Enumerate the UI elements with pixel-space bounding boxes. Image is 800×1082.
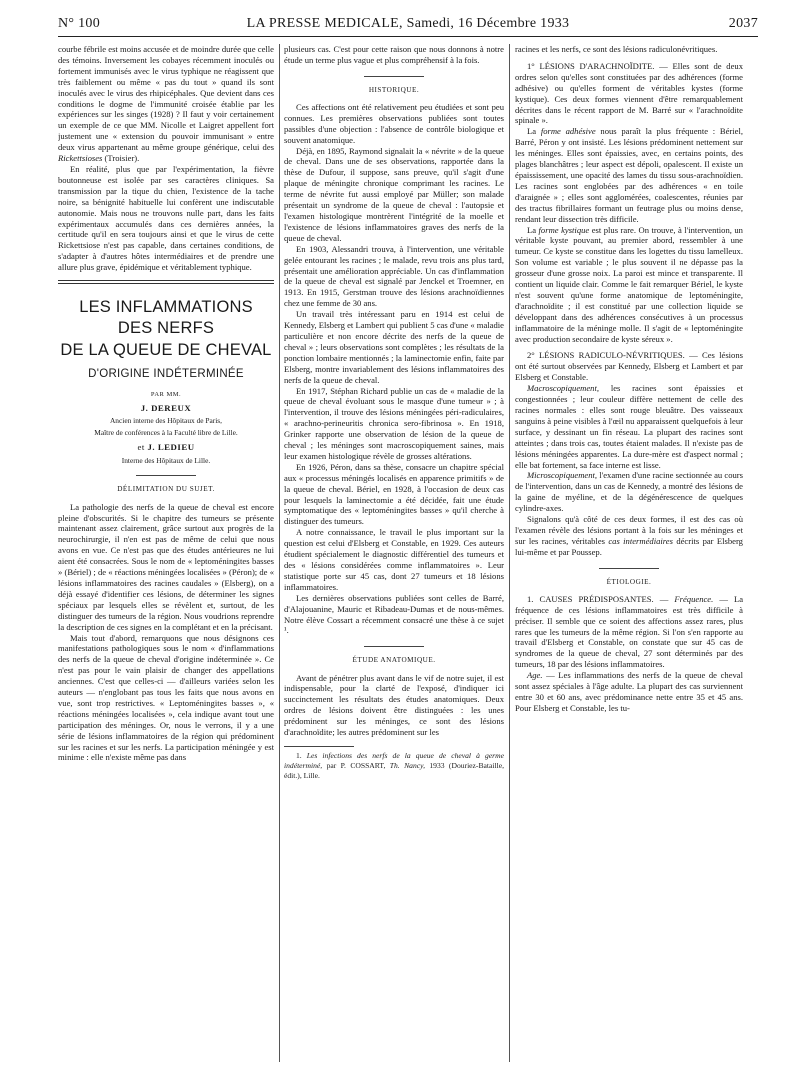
- article-separator: [58, 280, 274, 284]
- paragraph: Déjà, en 1895, Raymond signalait la « névrite » de la queue de cheval. Dans une de ses observations, rapportée dans la thèse de Dufour, il suppose, sans preuve, qu'il s'agit d'une plaque de méningite chronique comprimant les racines. Le terme de névrite fut aussi employé par Müller; son malade présentait un syndrome de la queue de cheval : l'autopsie et l'examen histologique montrèrent l'intégrité de la moelle et l'existence de lésions inflammatoires graves des nerfs de la queue de cheval.: [284, 145, 504, 243]
- journal-title: LA PRESSE MEDICALE, Samedi, 16 Décembre 1933: [246, 16, 570, 31]
- paragraph: La forme adhésive nous paraît la plus fréquente : Bériel, Barré, Péron y ont insisté. Les lésions prédominent nettement sur les méninges. Elles sont épaissies, avec, en certains points, des plages blanchâtres ; leur aspect est dépoli, opalescent. Il existe un épaississement, une opacité des lames du tissu sous-arachnoïdien. Les racines sont englobées par des adhérences « en toile d'araignée » ; elles sont agglomérées, coalescentes, réunies par des tractus fibrillaires formant un feutrage plus ou moins dense, rendant leur dissection très difficile.: [515, 126, 743, 224]
- paragraph: Age. — Les inflammations des nerfs de la queue de cheval sont assez spéciales à l'âge adulte. La plupart des cas surviennent entre 30 et 60 ans, avec prédominance nette entre 35 et 45 ans. Pour Elsberg et Constable, les tu-: [515, 670, 743, 713]
- column-3: [515, 44, 743, 1074]
- page-header: [58, 14, 758, 38]
- article-subtitle: D'ORIGINE INDÉTERMINÉE: [88, 368, 244, 381]
- paragraph: Microscopiquement, l'examen d'une racine sectionnée au cours de l'intervention, dans un cas de Kennedy, a montré des lésions de la gaine de myéline, et de la dégénérescence de quelques cylindre-axes.: [515, 470, 743, 514]
- paragraph: La pathologie des nerfs de la queue de cheval est encore pleine d'obscurités. Si le chapitre des tumeurs se présente maintenant assez clairement, grâce surtout aux progrès de la neurochirurgie, il n'en est pas de même de celui que nous avons en vue. Ce n'est pas que des études antérieures ne lui aient été consacrées. Sous le nom de « leptoméningites basses » (Bériel) ; de « réactions méningées localisées » (Péron); de « lésions inflammatoires des racines caudales » (Elsberg), on a déjà essayé d'identifier ces lésions, de déterminer les signes spéciaux par lesquels elles se révèlent et, surtout, de les distinguer des tumeurs de la région. Nous voudrions reprendre la description de ces signes en la complétant et en la précisant.: [58, 501, 274, 632]
- paragraph: En 1917, Stéphan Richard publie un cas de « maladie de la queue de cheval évoluant sous le masque d'une tumeur » ; à l'intervention, il trouve des lésions méningées péri-radiculaires, « arachno-perineuritis chronica sero-fibrinosa ». En 1918, Grinker rapporte une observation de lésion de la queue de cheval ; les méninges sont macroscopiquement saines, mais leur examen histologique révèle de grosses altérations.: [284, 385, 504, 461]
- page-number: 2037: [728, 16, 758, 31]
- paragraph: 2° LÉSIONS RADICULO-NÉVRITIQUES. — Ces lésions ont été surtout observées par Kennedy, Elsberg et Lambert et par Elsberg et Constable.: [515, 350, 743, 383]
- paragraph: plusieurs cas. C'est pour cette raison que nous donnons à notre étude un terme plus vague et plus compréhensif à la fois.: [284, 44, 504, 65]
- paragraph: Un travail très intéressant paru en 1914 est celui de Kennedy, Elsberg et Lambert qui publient 5 cas d'une « maladie particulière et non encore décrite des nerfs de la queue de cheval » ; leurs observations sont complètes ; les résultats de la ponction lombaire mentionnés ; la laminectomie enfin, faite par Elsberg, montre invariablement des lésions inflammatoires des nerfs de la queue de cheval.: [284, 309, 504, 385]
- divider: [136, 475, 196, 476]
- footnote: 1. Les infections des nerfs de la queue de cheval à germe indéterminé, par P. COSSART, Th. Nancy, 1933 (Douriez-Bataille, édit.), Lille.: [284, 750, 504, 780]
- paragraph: Mais tout d'abord, remarquons que nous désignons ces manifestations pathologiques sous le nom « d'inflammations des nerfs de la queue de cheval d'origine indéterminée ». Ce n'est pas pour le vain plaisir de changer des appellations anciennes. C'est que celles-ci — d'ailleurs variées selon les auteurs — n'englobant pas tous les faits que nous avons en vue, sont trop restrictives. « Leptoméningites basses », « réactions méningées localisées », cela indique avant tout une participation des méninges. Or, nous le verrons, il y a une série de lésions inflammatoires de la région qui prédominent sur les racines et sur les nerfs. La participation méningée y est minime : elle n'existe même pas dans: [58, 632, 274, 763]
- article-title-line: LES INFLAMMATIONS: [79, 298, 253, 317]
- divider: [364, 76, 424, 77]
- footnote-rule: [284, 746, 354, 747]
- section-heading: ÉTIOLOGIE.: [606, 577, 652, 586]
- author-name: J. DEREUX: [140, 403, 192, 414]
- author-name: et J. LEDIEU: [137, 442, 195, 453]
- divider: [599, 568, 659, 569]
- paragraph: courbe fébrile est moins accusée et de moindre durée que celle des témoins. Inversement les cobayes récemment inoculés ou fortement immunisés avec le virus typhique ne réagissent que très faiblement ou même « pas du tout » quand ils sont inoculés avec le virus des rhipicéphales. Que devient dans ces conditions le dogme de l'immunité croisée établie par les expériences sur les singes (1928) ? Il faut y voir certainement un exemple de ce que MM. Nicolle et Laigret appellent fort justement une « extension du pouvoir immunisant » entre deux virus appartenant au même groupe générique, celui des Rickettsioses (Troisier).: [58, 44, 274, 164]
- paragraph: racines et les nerfs, ce sont des lésions radiculonévritiques.: [515, 44, 718, 54]
- paragraph: En 1903, Alessandri trouva, à l'intervention, une véritable gelée entourant les racines ; le malade, revu trois ans plus tard, présentait une amélioration appréciable. Un cas d'inflammation de la queue de cheval est signalé par Jenckel et Troemner, en 1913. En 1915, Gerstman trouve des lésions arachnoïdiennes chez une femme de 30 ans.: [284, 243, 504, 309]
- paragraph: En réalité, plus que par l'expérimentation, la fièvre boutonneuse est isolée par ses caractères cliniques. Sa transmission par la tique du chien, l'existence de la tache noire, sa bénignité habituelle lui confèrent une indiscutable autonomie. Mais nous ne trouvons nulle part, dans les faits expérimentaux accumulés dans ces dernières années, la certitude qu'il en sera toujours ainsi et que le virus de cette Rickettsiose n'est pas capable, dans certaines conditions, de s'adapter à d'autres hôtes intermédiaires et de prendre une allure plus grave, épidémique et véritablement typhique.: [58, 163, 274, 273]
- paragraph: La forme kystique est plus rare. On trouve, à l'intervention, un véritable kyste pouvant, au premier abord, ressembler à une tumeur. Ce kyste se constitue dans les logettes du tissu lamelleux. Son volume est variable ; le plus souvent il ne dépasse pas la grosseur d'une grosse noix. La paroi est mince et transparente. Il contient un liquide clair. Comme le fait remarquer Bériel, le kyste n'est souvent qu'une forme anatomique de leptoméningite, d'arachnoïdite ; il est constitué par une collection liquide se développant dans des adhérences consécutives à un processus inflammatoire de la méninge molle. Il s'agit de « leptoméningite avec production secondaire de kyste séreux ».: [515, 224, 743, 344]
- section-heading: DÉLIMITATION DU SUJET.: [117, 485, 215, 494]
- paragraph: En 1926, Péron, dans sa thèse, consacre un chapitre spécial aux « processus méningés localisés en apparence primitifs » de la queue de cheval. Bériel, en 1928, à l'occasion de deux cas pour lesquels la laminectomie a été décidée, fait une étude symptomatique des « leptoméningites basses » qu'il cherche à distinguer des tumeurs.: [284, 461, 504, 527]
- paragraph: Les dernières observations publiées sont celles de Barré, d'Alajouanine, Mauric et Ribadeau-Dumas et de nous-mêmes. Notre élève Cossart a récemment consacré une thèse à ce sujet ¹.: [284, 592, 504, 636]
- column-1: [58, 44, 274, 1074]
- paragraph: 1. CAUSES PRÉDISPOSANTES. — Fréquence. — La fréquence de ces lésions inflammatoires est très difficile à préciser. Il semble que ce soient des affections assez rares, plus rares que les tumeurs de la même région. Si l'on s'en rapporte au travail d'Elsberg et Constable, on constate que sur 45 cas de syndromes de la queue de cheval, 27 sont déterminés par des tumeurs, 18 par des lésions inflammatoires.: [515, 593, 743, 670]
- paragraph: A notre connaissance, le travail le plus important sur la question est celui d'Elsberg et Constable, en 1929. Ces auteurs étudient spécialement le diagnostic différentiel des tumeurs et des « lésions considérées comme inflammatoires ». Leur statistique porte sur 45 cas, dont 27 tumeurs et 18 lésions inflammatoires.: [284, 527, 504, 592]
- section-heading: HISTORIQUE.: [368, 85, 420, 94]
- article-title-line: DES NERFS: [117, 319, 215, 338]
- header-rule: [58, 36, 758, 37]
- paragraph: 1° LÉSIONS D'ARACHNOÏDITE. — Elles sont de deux ordres selon qu'elles sont constituées par des adhérences (forme adhésive) ou qu'elles forment de véritables kystes (forme kystique). Ces deux formes viennent d'être remarquablement décrites dans le récent rapport de M. Barré sur « l'arachnoïdite spinale ».: [515, 60, 743, 126]
- section-heading: ÉTUDE ANATOMIQUE.: [352, 656, 436, 665]
- column-divider: [509, 44, 510, 1062]
- paragraph: Macroscopiquement, les racines sont épaissies et congestionnées ; leur couleur diffère nettement de celle des racines normales : elles sont rouge bleuâtre. Des vaisseaux sanguins à peine visibles à l'œil nu apparaissent quelquefois à leur surface, y dessinant un fin réseau. La plupart des racines sont atteintes ; dans trois cas, toutes étaient malades. Il n'existe pas de lésions méningées apparentes. La dure-mère est d'aspect normal ; elle bat fortement, sa face interne est lisse.: [515, 383, 743, 470]
- byline-prefix: PAR MM.: [150, 390, 182, 398]
- article-title-block: [58, 297, 274, 465]
- column-divider: [279, 44, 280, 1062]
- article-title-line: DE LA QUEUE DE CHEVAL: [60, 340, 272, 359]
- paragraph: Ces affections ont été relativement peu étudiées et sont peu connues. Les premières observations publiées sont toutes passibles d'une objection : l'absence de contrôle biologique et souvent anatomique.: [284, 101, 504, 145]
- issue-number: N° 100: [58, 16, 101, 31]
- paragraph: Signalons qu'à côté de ces deux formes, il est des cas où l'examen révèle des lésions portant à la fois sur les méninges et sur les racines, véritables cas intermédiaires décrits par Elsberg lui-même et par Poussep.: [515, 514, 743, 557]
- author-affiliation: Ancien interne des Hôpitaux de Paris,: [109, 416, 223, 426]
- paragraph: Avant de pénétrer plus avant dans le vif de notre sujet, il est indispensable, pour la clarté de l'exposé, d'indiquer ici succinctement les résultats des études anatomiques. Deux ordres de lésions doivent être distinguées : les unes prédominent sur les méninges, ce sont des lésions d'arachnoïdite; les autres prédominent sur les: [284, 672, 504, 738]
- divider: [364, 646, 424, 647]
- author-affiliation: Interne des Hôpitaux de Lille.: [121, 455, 211, 465]
- column-2: [284, 44, 504, 1074]
- author-affiliation: Maître de conférences à la Faculté libre de Lille.: [94, 428, 238, 438]
